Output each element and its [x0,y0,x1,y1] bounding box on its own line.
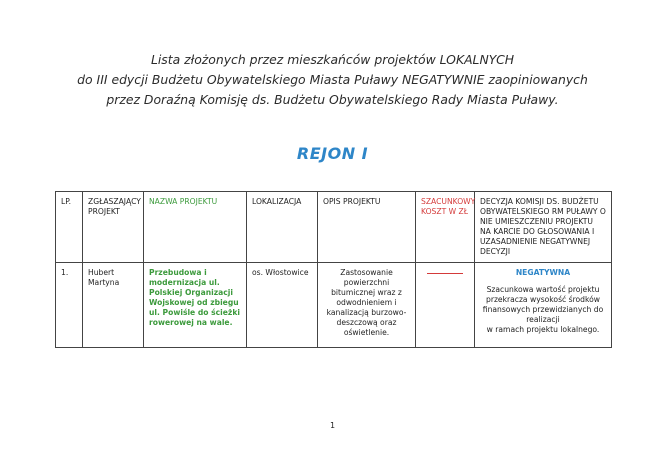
page-number: 1 [329,421,336,430]
cell-nazwa: Przebudowa i modernizacja ul. Polskiej Organizacji Wojskowej od zbiegu ul. Powiśle do ścieżki rowerowej na wale. [144,263,247,348]
document-title [0,50,665,110]
header-lokalizacja: LOKALIZACJA [247,192,318,263]
cell-lokalizacja: os. Włostowice [247,263,318,348]
header-decyzja: DECYZJA KOMISJI DS. BUDŻETU OBYWATELSKIEGO RM PUŁAWY O NIE UMIESZCZENIU PROJEKTU NA KARCIE DO GŁOSOWANIA I UZASADNIENIE NEGATYWNEJ DECYZJI [475,192,612,263]
header-opis: OPIS PROJEKTU [318,192,416,263]
header-nazwa: NAZWA PROJEKTU [144,192,247,263]
cell-decyzja [475,263,612,348]
decision-status: NEGATYWNA [515,268,571,277]
cell-zglaszajacy: Hubert Martyna [83,263,144,348]
projects-table [55,191,612,348]
header-zglaszajacy: ZGŁASZAJĄCY PROJEKT [83,192,144,263]
cell-opis: Zastosowanie powierzchni bitumicznej wraz z odwodnieniem i kanalizacją burzowo-deszczową oraz oświetlenie. [318,263,416,348]
header-lp: LP. [56,192,83,263]
title-line-1: Lista złożonych przez mieszkańców projektów LOKALNYCH [150,52,515,67]
section-heading: REJON I [296,144,369,163]
decision-note: w ramach projektu lokalnego. [486,325,600,334]
cell-koszt [416,263,475,348]
table-row [56,263,612,348]
header-koszt: SZACUNKOWY KOSZT W ZŁ [416,192,475,263]
cell-lp: 1. [56,263,83,348]
table-header-row [56,192,612,263]
decision-justification: Szacunkowa wartość projektu przekracza wysokość środków finansowych przewidzianych do realizacji [482,285,604,324]
title-line-2: do III edycji Budżetu Obywatelskiego Miasta Puławy NEGATYWNIE zaopiniowanych [77,72,588,87]
cost-dash-line [427,273,463,274]
title-line-3: przez Doraźną Komisję ds. Budżetu Obywatelskiego Rady Miasta Puławy. [106,92,559,107]
